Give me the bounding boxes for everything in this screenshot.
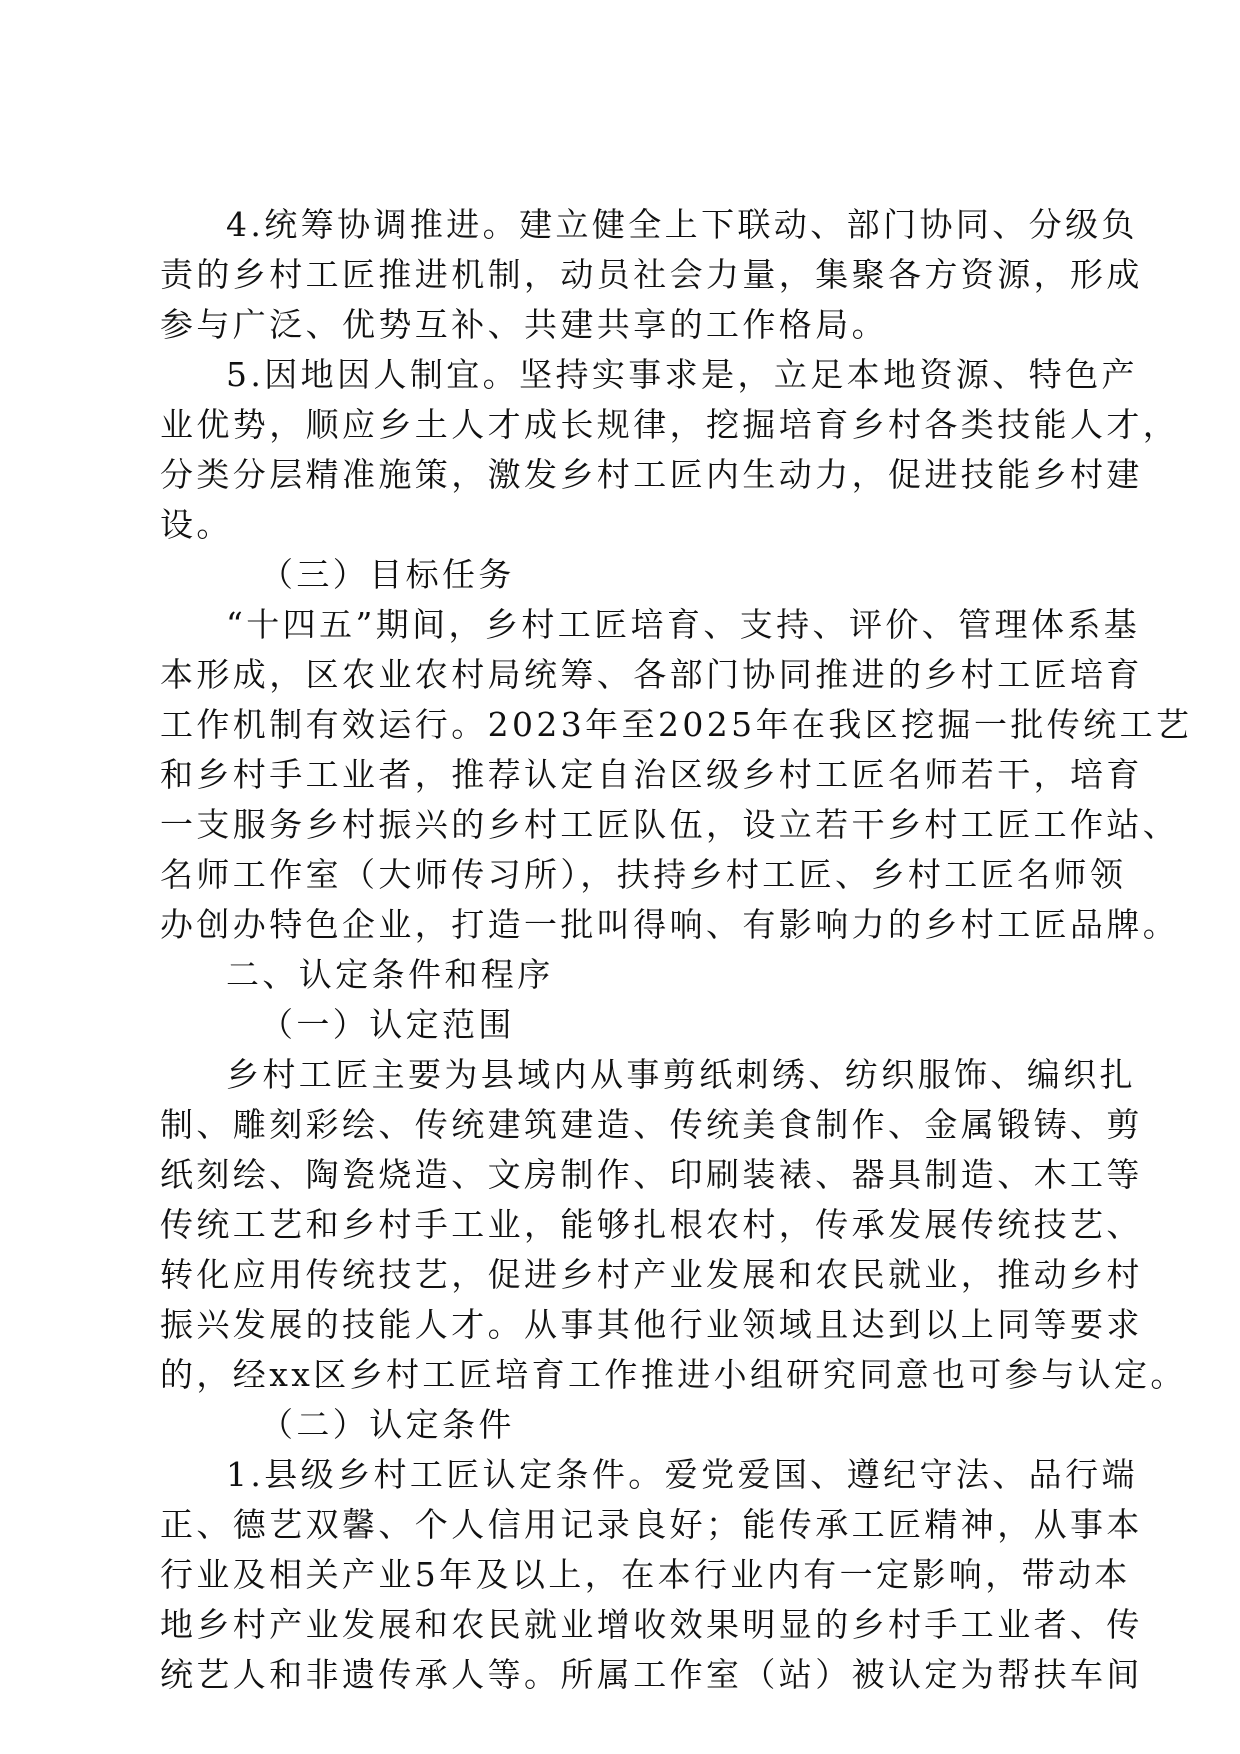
paragraph-line: 名师工作室（大师传习所），扶持乡村工匠、乡村工匠名师领 [160,855,1127,894]
paragraph-line: 分类分层精准施策，激发乡村工匠内生动力，促进技能乡村建 [160,455,1143,494]
paragraph-line: 制、雕刻彩绘、传统建筑建造、传统美食制作、金属锻铸、剪 [160,1105,1143,1144]
paragraph-line: 正、德艺双馨、个人信用记录良好；能传承工匠精神，从事本 [160,1505,1143,1544]
paragraph-line: “十四五”期间，乡村工匠培育、支持、评价、管理体系基 [226,605,1141,644]
paragraph-line: 转化应用传统技艺，促进乡村产业发展和农民就业，推动乡村 [160,1255,1143,1294]
paragraph-line: 责的乡村工匠推进机制，动员社会力量，集聚各方资源，形成 [160,255,1143,294]
paragraph-line: 设。 [160,505,233,544]
document-page [160,200,1193,1700]
paragraph-line: 5.因地因人制宜。坚持实事求是，立足本地资源、特色产 [226,355,1138,394]
paragraph-line: 参与广泛、优势互补、共建共享的工作格局。 [160,305,888,344]
subsection-heading: （一）认定范围 [260,1005,515,1044]
paragraph-line: 业优势，顺应乡土人才成长规律，挖掘培育乡村各类技能人才， [160,405,1180,444]
paragraph-line: 乡村工匠主要为县域内从事剪纸刺绣、纺织服饰、编织扎 [226,1055,1136,1094]
subsection-heading: （二）认定条件 [260,1405,515,1444]
paragraph-line: 本形成，区农业农村局统筹、各部门协同推进的乡村工匠培育 [160,655,1143,694]
paragraph-line: 4.统筹协调推进。建立健全上下联动、部门协同、分级负 [226,205,1138,244]
paragraph-line: 行业及相关产业5年及以上，在本行业内有一定影响，带动本 [160,1555,1131,1594]
subsection-heading: （三）目标任务 [260,555,515,594]
paragraph-line: 办创办特色企业，打造一批叫得响、有影响力的乡村工匠品牌。 [160,905,1180,944]
section-heading: 二、认定条件和程序 [226,955,554,994]
paragraph-line: 和乡村手工业者，推荐认定自治区级乡村工匠名师若干，培育 [160,755,1143,794]
paragraph-line: 统艺人和非遗传承人等。所属工作室（站）被认定为帮扶车间 [160,1655,1143,1694]
paragraph-line: 纸刻绘、陶瓷烧造、文房制作、印刷装裱、器具制造、木工等 [160,1155,1143,1194]
paragraph-line: 振兴发展的技能人才。从事其他行业领域且达到以上同等要求 [160,1305,1143,1344]
paragraph-line: 地乡村产业发展和农民就业增收效果明显的乡村手工业者、传 [160,1605,1143,1644]
paragraph-line: 的，经xx区乡村工匠培育工作推进小组研究同意也可参与认定。 [160,1355,1187,1394]
paragraph-line: 传统工艺和乡村手工业，能够扎根农村，传承发展传统技艺、 [160,1205,1143,1244]
paragraph-line: 工作机制有效运行。2023年至2025年在我区挖掘一批传统工艺 [160,705,1193,744]
paragraph-line: 一支服务乡村振兴的乡村工匠队伍，设立若干乡村工匠工作站、 [160,805,1180,844]
paragraph-line: 1.县级乡村工匠认定条件。爱党爱国、遵纪守法、品行端 [226,1455,1138,1494]
